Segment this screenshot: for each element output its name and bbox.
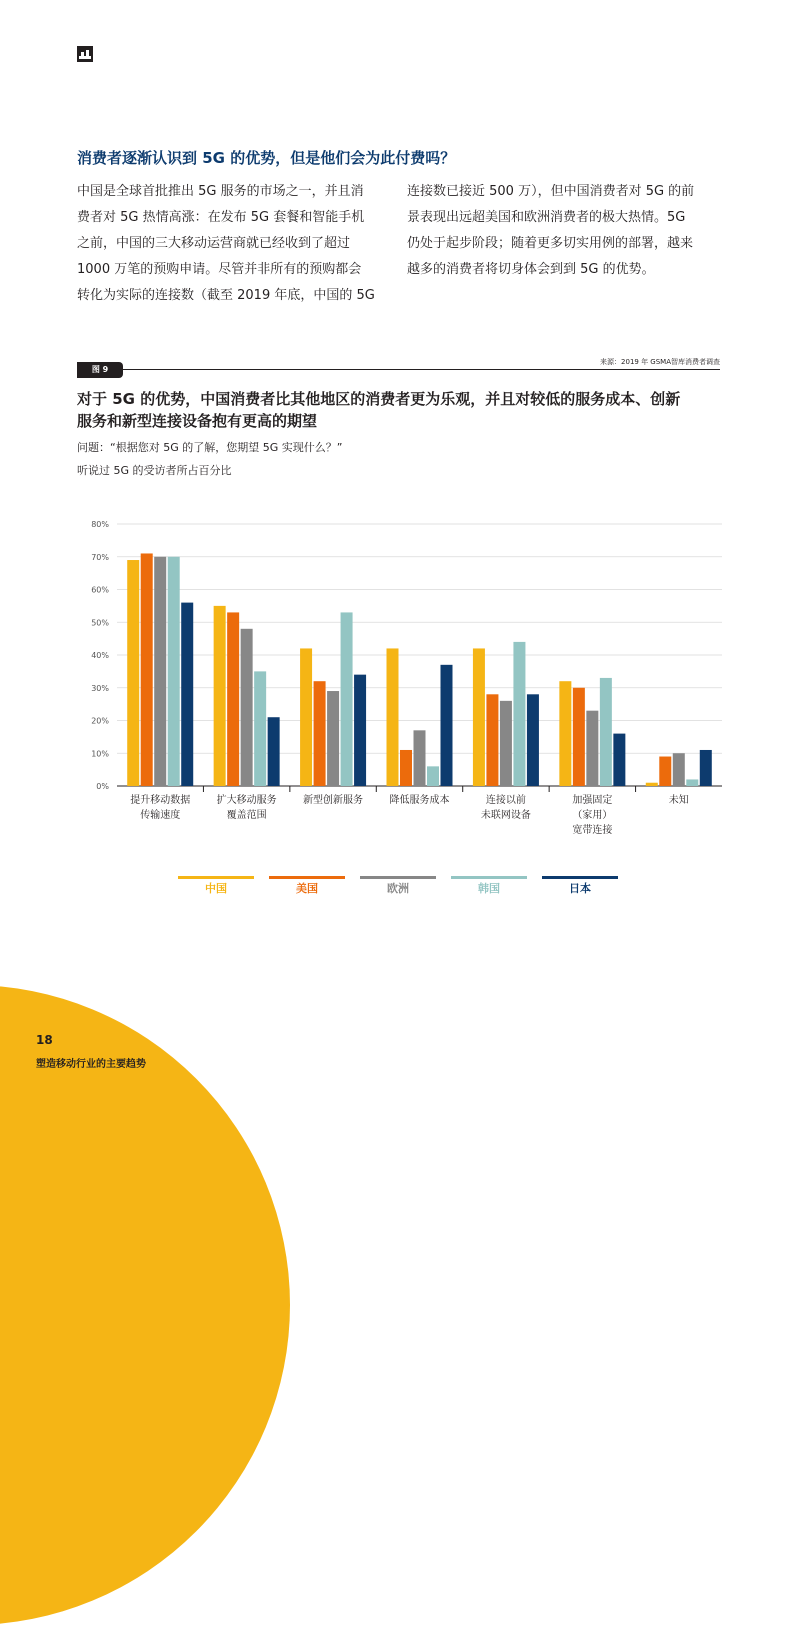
body-text-left bbox=[77, 179, 389, 309]
y-tick-label: 80% bbox=[91, 520, 109, 529]
bar bbox=[573, 688, 585, 786]
bar bbox=[559, 681, 571, 786]
bar bbox=[686, 779, 698, 786]
bar bbox=[613, 734, 625, 786]
x-tick-label: 未知 bbox=[668, 795, 689, 806]
bar bbox=[181, 603, 193, 786]
bar-chart bbox=[0, 500, 793, 920]
y-tick-label: 70% bbox=[91, 552, 109, 562]
x-tick-label: （家用） bbox=[572, 810, 613, 821]
figure-question: 问题：“根据您对 5G 的了解，您期望 5G 实现什么？” bbox=[77, 441, 343, 454]
x-tick-label: 未联网设备 bbox=[480, 810, 531, 821]
legend-swatch bbox=[542, 876, 618, 879]
x-tick-label: 传输速度 bbox=[140, 810, 181, 821]
building-logo-icon bbox=[77, 46, 93, 62]
bar bbox=[414, 730, 426, 786]
body-line: 中国是全球首批推出 5G 服务的市场之一，并且消 bbox=[77, 184, 364, 199]
bar bbox=[473, 648, 485, 786]
bar bbox=[154, 557, 166, 786]
body-text-right bbox=[407, 179, 719, 283]
bar bbox=[168, 557, 180, 786]
bar bbox=[527, 694, 539, 786]
bar bbox=[268, 717, 280, 786]
body-line: 连接数已接近 500 万），但中国消费者对 5G 的前 bbox=[407, 184, 695, 199]
x-tick-label: 新型创新服务 bbox=[303, 795, 364, 806]
bar bbox=[586, 711, 598, 786]
y-tick-label: 30% bbox=[91, 683, 109, 693]
y-tick-label: 20% bbox=[91, 716, 109, 726]
bar bbox=[659, 757, 671, 786]
figure-rule bbox=[77, 369, 720, 370]
body-line: 之前，中国的三大移动运营商就已经收到了超过 bbox=[77, 236, 351, 251]
bar bbox=[227, 612, 239, 786]
footer-title: 塑造移动行业的主要趋势 bbox=[36, 1059, 146, 1070]
body-line: 转化为实际的连接数（截至 2019 年底，中国的 5G bbox=[77, 288, 375, 303]
figure-source: 来源：2019 年 GSMA智库消费者调查 bbox=[600, 358, 720, 366]
bar bbox=[214, 606, 226, 786]
legend-swatch bbox=[178, 876, 254, 879]
x-tick-label: 覆盖范围 bbox=[226, 810, 267, 821]
decorative-yellow-circle bbox=[0, 985, 290, 1625]
page-number: 18 bbox=[36, 1033, 53, 1047]
bar bbox=[327, 691, 339, 786]
x-tick-label: 加强固定 bbox=[572, 795, 613, 806]
bar bbox=[341, 612, 353, 786]
x-tick-label: 连接以前 bbox=[485, 795, 526, 806]
bar bbox=[300, 648, 312, 786]
figure-tag: 图 9 bbox=[77, 362, 123, 378]
bar bbox=[427, 766, 439, 786]
bar bbox=[241, 629, 253, 786]
x-tick-label: 降低服务成本 bbox=[389, 795, 450, 806]
legend-label: 韩国 bbox=[478, 882, 500, 895]
section-heading: 消费者逐渐认识到 5G 的优势，但是他们会为此付费吗？ bbox=[77, 149, 456, 167]
y-tick-label: 0% bbox=[96, 782, 109, 791]
bar bbox=[486, 694, 498, 786]
bar bbox=[354, 675, 366, 786]
x-tick-label: 提升移动数据 bbox=[130, 795, 191, 806]
figure-title-line: 服务和新型连接设备抱有更高的期望 bbox=[77, 412, 318, 430]
legend-label: 美国 bbox=[296, 882, 318, 895]
bar bbox=[646, 783, 658, 786]
bar bbox=[673, 753, 685, 786]
y-tick-label: 40% bbox=[91, 651, 109, 660]
bar bbox=[254, 671, 266, 786]
legend-swatch bbox=[269, 876, 345, 879]
legend-label: 欧洲 bbox=[387, 882, 409, 895]
legend-label: 中国 bbox=[205, 882, 227, 895]
bar bbox=[600, 678, 612, 786]
body-line: 费者对 5G 热情高涨：在发布 5G 套餐和智能手机 bbox=[77, 210, 365, 225]
body-line: 越多的消费者将切身体会到到 5G 的优势。 bbox=[407, 262, 655, 277]
y-tick-label: 10% bbox=[91, 749, 109, 759]
bar bbox=[700, 750, 712, 786]
figure-title-line: 对于 5G 的优势，中国消费者比其他地区的消费者更为乐观，并且对较低的服务成本、创新 bbox=[77, 390, 681, 408]
x-tick-label: 宽带连接 bbox=[572, 825, 613, 836]
figure-subtitle: 听说过 5G 的受访者所占百分比 bbox=[77, 464, 232, 477]
figure-title bbox=[77, 388, 727, 432]
bar bbox=[387, 648, 399, 786]
bar bbox=[400, 750, 412, 786]
body-line: 仍处于起步阶段；随着更多切实用例的部署，越来 bbox=[407, 236, 694, 251]
legend-swatch bbox=[360, 876, 436, 879]
bar bbox=[127, 560, 139, 786]
body-line: 1000 万笔的预购申请。尽管并非所有的预购都会 bbox=[77, 262, 362, 277]
bar bbox=[314, 681, 326, 786]
bar bbox=[441, 665, 453, 786]
bar bbox=[513, 642, 525, 786]
x-tick-label: 扩大移动服务 bbox=[216, 795, 277, 806]
bar bbox=[500, 701, 512, 786]
y-tick-label: 50% bbox=[91, 618, 109, 628]
body-line: 景表现出远超美国和欧洲消费者的极大热情。5G bbox=[407, 210, 686, 225]
y-tick-label: 60% bbox=[91, 585, 109, 595]
legend-swatch bbox=[451, 876, 527, 879]
bar bbox=[141, 553, 153, 786]
legend-label: 日本 bbox=[569, 882, 591, 895]
